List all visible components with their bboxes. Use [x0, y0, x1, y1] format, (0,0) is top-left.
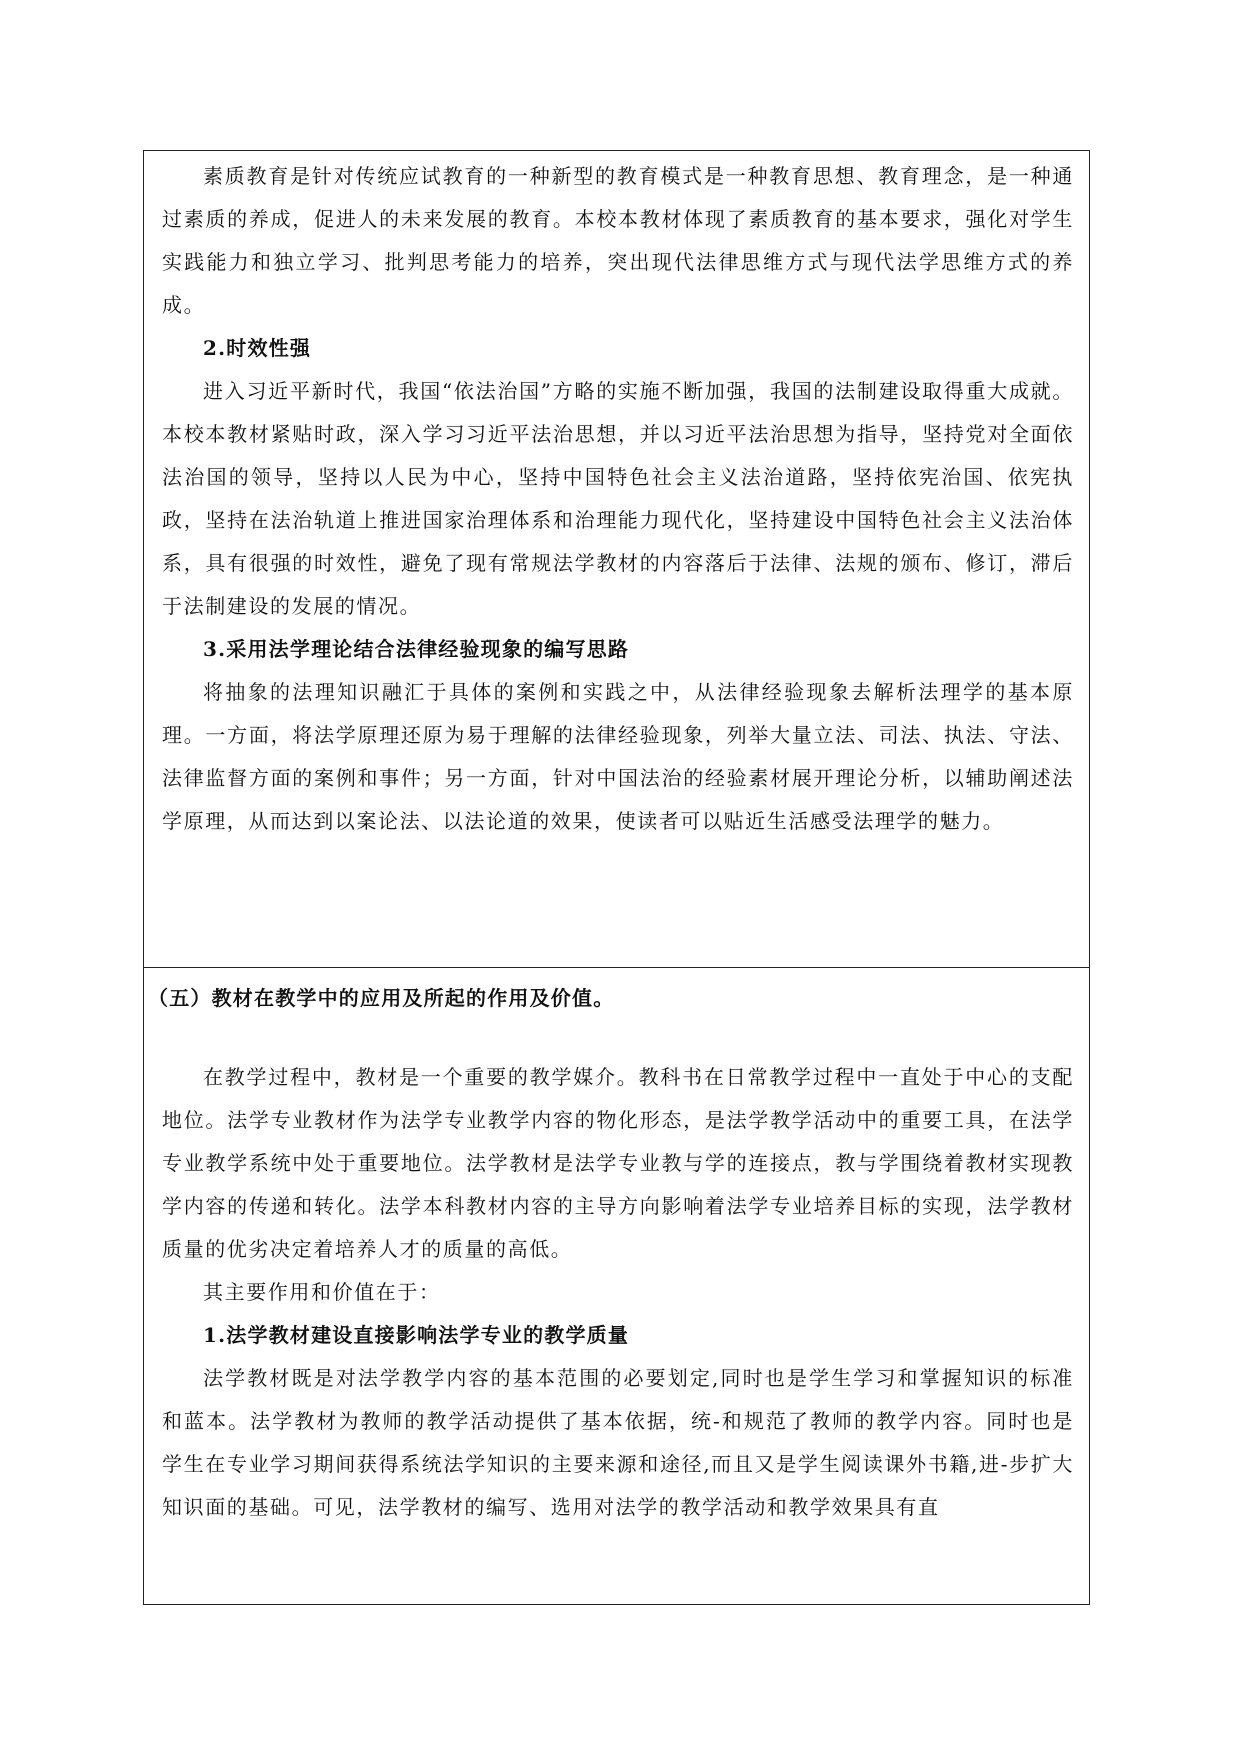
paragraph-quality-education: 素质教育是针对传统应试教育的一种新型的教育模式是一种教育思想、教育理念，是一种通过素质的养成，促进人的未来发展的教育。本校本教材体现了素质教育的基本要求，强化对学生实践能力和独立学习、批判思考能力的培养，突出现代法律思维方式与现代法学思维方式的养成。 — [162, 164, 1074, 317]
heading-timeliness: 2.时效性强 — [203, 336, 312, 360]
section-title-five: （五）教材在教学中的应用及所起的作用及价值。 — [148, 986, 615, 1010]
paragraph-teaching-role: 在教学过程中，教材是一个重要的教学媒介。教科书在日常教学过程中一直处于中心的支配地位。法学专业教材作为法学专业教学内容的物化形态，是法学教学活动中的重要工具，在法学专业教学系统中处于重要地位。法学教材是法学专业教与学的连接点，教与学围绕着教材实现教学内容的传递和转化。法学本科教材内容的主导方向影响着法学专业培养目标的实现，法学教材质量的优劣决定着培养人才的质量的高低。 — [162, 1065, 1074, 1261]
heading-teaching-quality: 1.法学教材建设直接影响法学专业的教学质量 — [203, 1323, 630, 1347]
table-row-divider — [144, 967, 1089, 968]
heading-writing-approach: 3.采用法学理论结合法律经验现象的编写思路 — [203, 637, 630, 661]
document-table — [143, 150, 1090, 1605]
paragraph-teaching-quality: 法学教材既是对法学教学内容的基本范围的必要划定,同时也是学生学习和掌握知识的标准和蓝本。法学教材为教师的教学活动提供了基本依据，统-和规范了教师的教学内容。同时也是学生在专业学习期间获得系统法学知识的主要来源和途径,而且又是学生阅读课外书籍,进-步扩大知识面的基础。可见，法学教材的编写、选用对法学的教学活动和教学效果具有直 — [162, 1366, 1074, 1519]
paragraph-timeliness: 进入习近平新时代，我国“依法治国”方略的实施不断加强，我国的法制建设取得重大成就。本校本教材紧贴时政，深入学习习近平法治思想，并以习近平法治思想为指导，坚持党对全面依法治国的领导，坚持以人民为中心，坚持中国特色社会主义法治道路，坚持依宪治国、依宪执政，坚持在法治轨道上推进国家治理体系和治理能力现代化，坚持建设中国特色社会主义法治体系，具有很强的时效性，避免了现有常规法学教材的内容落后于法律、法规的颁布、修订，滞后于法制建设的发展的情况。 — [162, 379, 1074, 618]
paragraph-writing-approach: 将抽象的法理知识融汇于具体的案例和实践之中，从法律经验现象去解析法理学的基本原理。一方面，将法学原理还原为易于理解的法律经验现象，列举大量立法、司法、执法、守法、法律监督方面的案例和事件；另一方面，针对中国法治的经验素材展开理论分析，以辅助阐述法学原理，从而达到以案论法、以法论道的效果，使读者可以贴近生活感受法理学的魅力。 — [162, 680, 1074, 833]
paragraph-main-functions-intro: 其主要作用和价值在于： — [203, 1280, 441, 1304]
